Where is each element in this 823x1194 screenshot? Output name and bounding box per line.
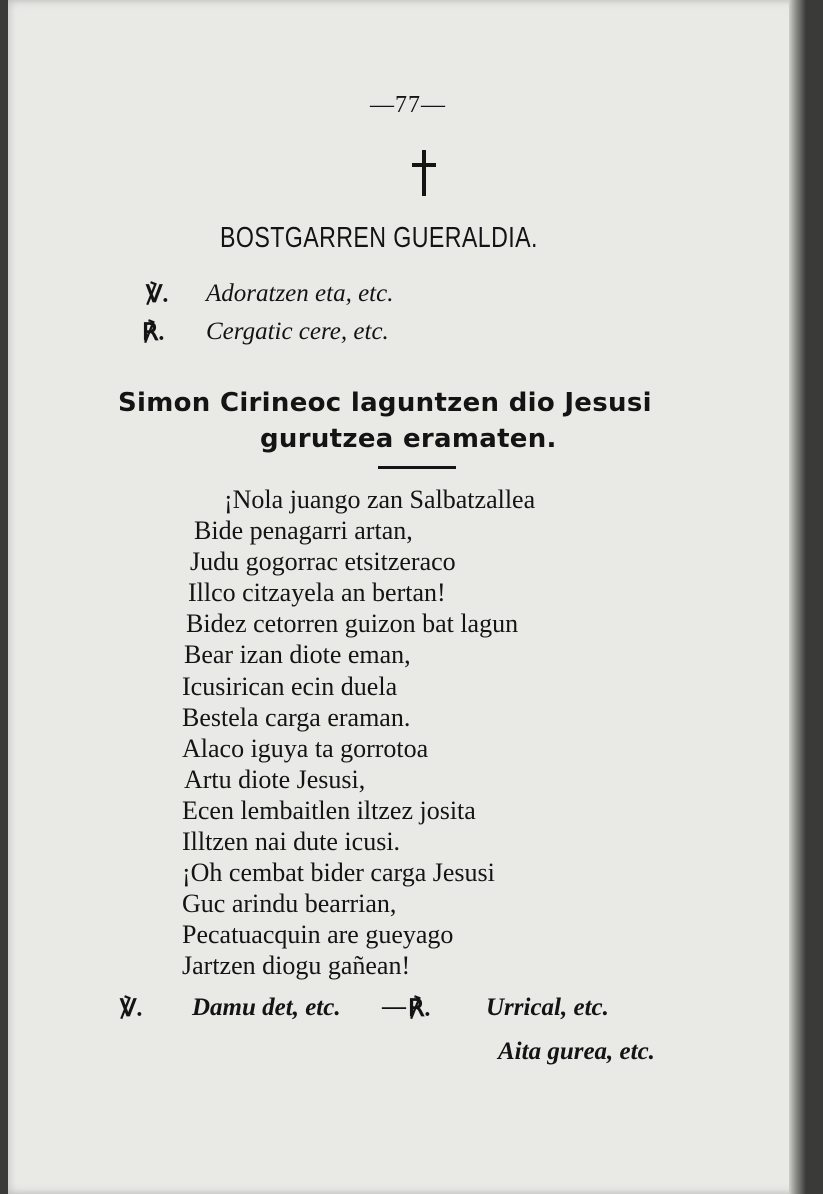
closing-response-mark: ℟. (408, 996, 431, 1022)
page-number: —77— (370, 92, 446, 118)
closing-response-text: Urrical, etc. (486, 994, 609, 1021)
poem-line: Illco citzayela an bertan! (188, 578, 446, 608)
heading-line-2: gurutzea eramaten. (260, 424, 557, 454)
poem-line: Judu gogorrac etsitzeraco (190, 547, 456, 577)
poem (180, 484, 535, 982)
response-text: Cergatic cere, etc. (206, 318, 389, 345)
poem-line: ¡Nola juango zan Salbatzallea (224, 485, 536, 514)
poem-line: Pecatuacquin are gueyago (182, 920, 454, 950)
heading-line-1: Simon Cirineoc laguntzen dio Jesusi (118, 388, 652, 418)
response-mark: ℟. (142, 320, 165, 346)
poem-line: Illtzen nai dute icusi. (182, 827, 401, 857)
cross-icon (412, 150, 436, 196)
page-edge-shadow (789, 0, 806, 1194)
poem-line: Icusirican ecin duela (182, 671, 398, 701)
closing-separator: — (382, 994, 406, 1020)
closing-final-prayer: Aita gurea, etc. (498, 1038, 655, 1065)
poem-line: Guc arindu bearrian, (182, 889, 397, 919)
closing-versicle-text: Damu det, etc. (192, 994, 341, 1021)
poem-line: Artu diote Jesusi, (184, 764, 366, 794)
poem-line: Bidez cetorren guizon bat lagun (186, 609, 519, 639)
section-title: BOSTGARREN GUERALDIA. (220, 222, 538, 254)
poem-line: Bear izan diote eman, (184, 640, 411, 670)
poem-line: Bestela carga eraman. (182, 702, 411, 732)
poem-line: Ecen lembaitlen iltzez josita (182, 795, 476, 825)
poem-line: Alaco iguya ta gorrotoa (182, 733, 429, 763)
versicle-text: Adoratzen eta, etc. (206, 280, 394, 307)
poem-line: ¡Oh cembat bider carga Jesusi (182, 858, 495, 888)
poem-line: Jartzen diogu gañean! (182, 951, 411, 981)
poem-line: Bide penagarri artan, (194, 516, 413, 546)
separator-rule (378, 466, 456, 469)
closing-versicle-mark: ℣. (120, 996, 143, 1022)
versicle-mark: ℣. (146, 282, 169, 308)
book-page (8, 0, 806, 1194)
